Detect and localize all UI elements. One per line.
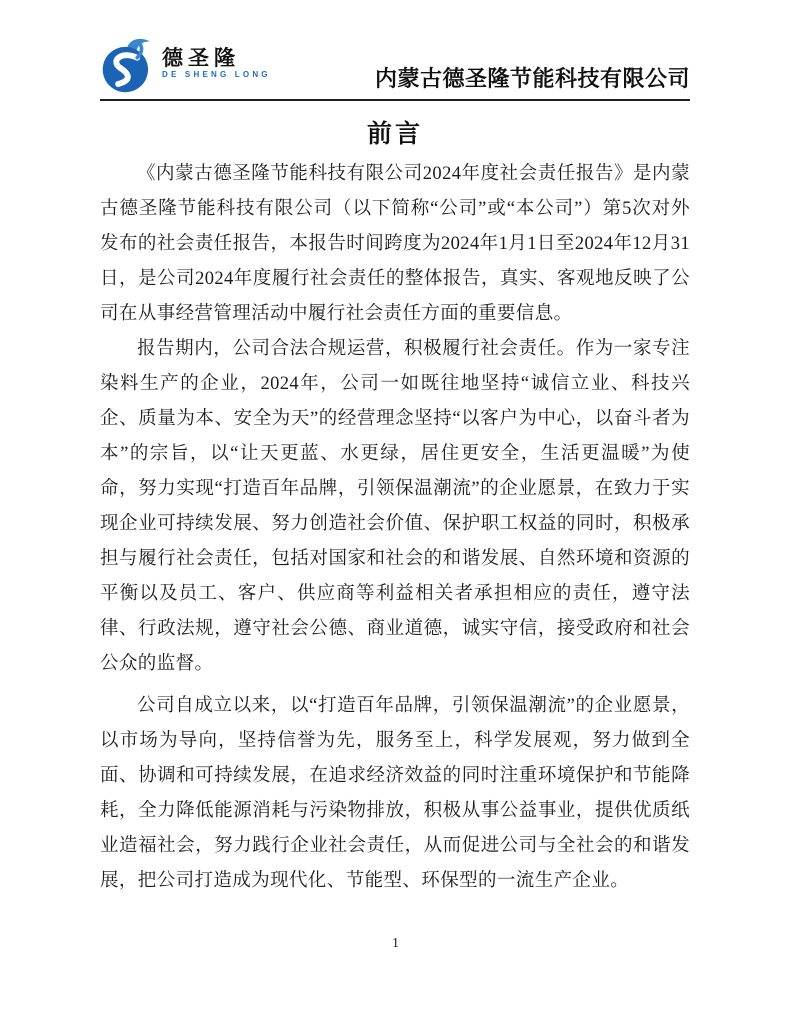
logo-name-en: DE SHENG LONG <box>162 69 271 79</box>
header-company-name: 内蒙古德圣隆节能科技有限公司 <box>374 66 690 91</box>
page-footer <box>0 936 791 952</box>
page-number: 1 <box>392 936 399 951</box>
logo-text-block <box>162 47 271 84</box>
company-logo <box>100 36 271 94</box>
dragon-logo-icon <box>100 36 158 94</box>
document-body <box>100 157 690 899</box>
body-paragraph: 《内蒙古德圣隆节能科技有限公司2024年度社会责任报告》是内蒙古德圣隆节能科技有限公司（以下简称“公司”或“本公司”）第5次对外发布的社会责任报告，本报告时间跨度为2024年1月1日至2024年12月31日，是公司2024年度履行社会责任的整体报告，真实、客观地反映了公司在从事经营管理活动中履行社会责任方面的重要信息。 <box>100 164 690 324</box>
body-paragraph: 报告期内，公司合法合规运营，积极履行社会责任。作为一家专注染料生产的企业，2024年，公司一如既往地坚持“诚信立业、科技兴企、质量为本、安全为天”的经营理念坚持“以客户为中心，以奋斗者为本”的宗旨，以“让天更蓝、水更绿，居住更安全，生活更温暖”为使命，努力实现“打造百年品牌，引领保温潮流”的企业愿景，在致力于实现企业可持续发展、努力创造社会价值、保护职工权益的同时，积极承担与履行社会责任，包括对国家和社会的和谐发展、自然环境和资源的平衡以及员工、客户、供应商等利益相关者承担相应的责任，遵守法律、行政法规，遵守社会公德、商业道德，诚实守信，接受政府和社会公众的监督。 <box>100 339 690 674</box>
page-title: 前言 <box>366 121 423 148</box>
logo-name-cn: 德圣隆 <box>162 46 240 70</box>
page-header <box>100 0 690 99</box>
body-paragraph: 公司自成立以来，以“打造百年品牌，引领保温潮流”的企业愿景，以市场为导向，坚持信誉为先，服务至上，科学发展观，努力做到全面、协调和可持续发展，在追求经济效益的同时注重环境保护和节能降耗，全力降低能源消耗与污染物排放，积极从事公益事业，提供优质纸业造福社会，努力践行企业社会责任，从而促进公司与全社会的和谐发展，把公司打造成为现代化、节能型、环保型的一流生产企业。 <box>100 696 690 891</box>
header-divider <box>100 99 690 101</box>
